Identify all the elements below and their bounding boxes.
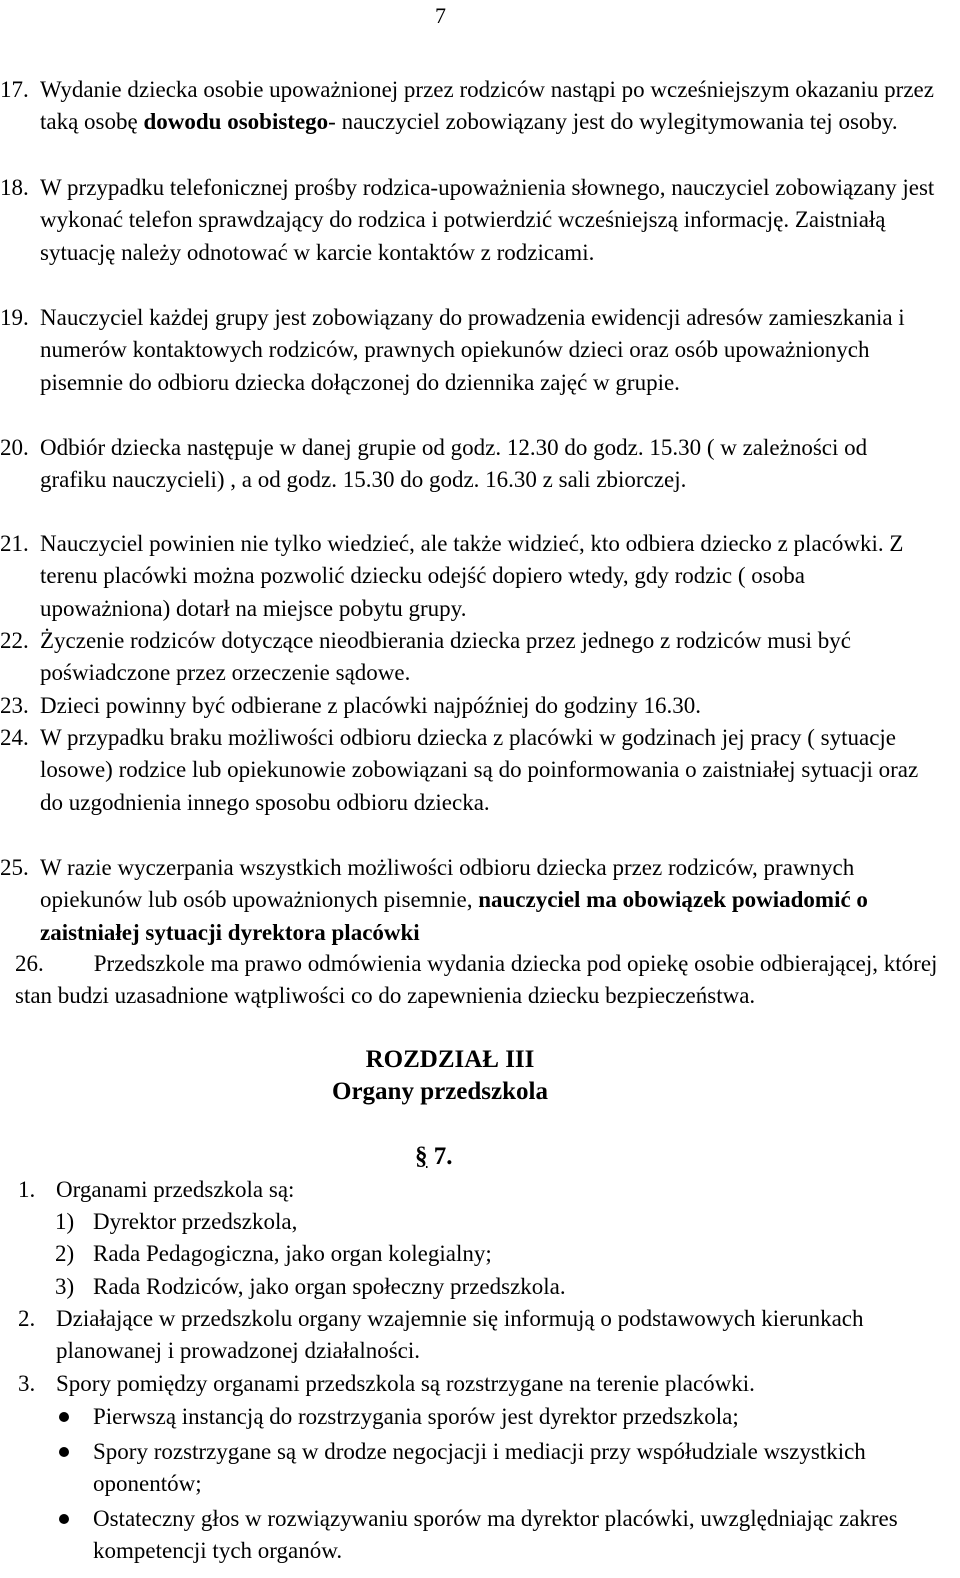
item-number: 17. [0,77,29,102]
paragraph-26 [15,948,940,1013]
item-text: W przypadku telefonicznej prośby rodzica-upoważnienia słownego, nauczyciel zobowiązany jest wykonać telefon sprawdzający do rodzica i potwierdzić wcześniejszą informację. Zaistniałą sytuację należy odnotować w karcie kontaktów z rodzicami. [40,175,935,265]
item-text: W razie wyczerpania wszystkich możliwości odbioru dziecka przez rodziców, prawnych opiekunów lub osób upoważnionych pisemnie, nauczyciel ma obowiązek powiadomić o zaistniałej sytuacji dyrektora placówki [40,855,868,945]
organs-list-item [55,1271,935,1303]
list-item-22 [0,625,935,690]
bullet-icon [59,1412,69,1422]
item-number: 2) [55,1241,75,1266]
organs-point-3 [18,1368,928,1400]
item-text: Życzenie rodziców dotyczące nieodbierania dziecka przez jednego z rodziców musi być poświadczone przez orzeczenie sądowe. [40,628,851,686]
item-text: Nauczyciel powinien nie tylko wiedzieć, ale także widzieć, kto odbiera dziecko z placówki. Z terenu placówki można pozwolić dziecku odejść dopiero wtedy, gdy rodzic ( osoba upoważniona) dotarł na miejsce pobytu grupy. [40,531,904,621]
organs-point-1 [18,1174,898,1206]
item-number: 1. [18,1177,36,1202]
item-number: 19. [0,305,29,330]
item-text: Nauczyciel każdej grupy jest zobowiązany do prowadzenia ewidencji adresów zamieszkania i numerów kontaktowych rodziców, prawnych opiekunów dzieci oraz osób upoważnionych pisemnie do odbioru dziecka dołączonej do dziennika zajęć w grupie. [40,305,905,395]
item-text: Przedszkole ma prawo odmówienia wydania dziecka pod opiekę osobie odbierającej, której stan budzi uzasadnione wątpliwości co do zapewnienia dziecku bezpieczeństwa. [15,951,938,1009]
item-number: 3. [18,1371,36,1396]
chapter-title: ROZDZIAŁ III [365,1046,535,1073]
item-text: Rada Rodziców, jako organ społeczny przedszkola. [93,1274,566,1299]
item-number: 21. [0,531,29,556]
section-symbol: § [415,1143,428,1170]
list-item-17 [0,74,935,139]
item-text: Dyrektor przedszkola, [93,1209,298,1234]
item-number: 1) [55,1209,75,1234]
item-text: Dzieci powinny być odbierane z placówki najpóźniej do godziny 16.30. [40,693,702,718]
list-item-18 [0,172,935,269]
item-number: 3) [55,1274,75,1299]
item-number: 24. [0,725,29,750]
organs-list-item [55,1238,935,1270]
item-text: Spory pomiędzy organami przedszkola są rozstrzygane na terenie placówki. [56,1371,755,1396]
item-text: Pierwszą instancją do rozstrzygania sporów jest dyrektor przedszkola; [93,1404,739,1429]
list-item-23 [0,690,935,722]
item-text: Spory rozstrzygane są w drodze negocjacji i mediacji przy współudziale wszystkich oponentów; [93,1439,866,1497]
page-number: 7 [435,3,446,28]
item-text: Wydanie dziecka osobie upoważnionej przez rodziców nastąpi po wcześniejszym okazaniu przez taką osobę dowodu osobistego- nauczyciel zobowiązany jest do wylegitymowania tej osoby. [40,77,934,135]
list-item-24 [0,722,935,819]
section-number: 7. [433,1143,453,1170]
item-text: Organami przedszkola są: [56,1177,295,1202]
item-text: Działające w przedszkolu organy wzajemnie się informują o podstawowych kierunkach planowanej i prowadzonej działalności. [56,1306,864,1364]
item-number: 2. [18,1306,36,1331]
organs-point-2 [18,1303,928,1368]
item-number: 22. [0,628,29,653]
bullet-item [56,1503,936,1568]
list-item-20 [0,432,935,497]
list-item-25 [0,852,935,949]
item-text: Ostateczny głos w rozwiązywaniu sporów ma dyrektor placówki, uwzględniając zakres kompetencji tych organów. [93,1506,898,1564]
item-number: 18. [0,175,29,200]
item-number: 20. [0,435,29,460]
section-heading [415,1141,453,1173]
bullet-icon [59,1447,69,1457]
item-text: Odbiór dziecka następuje w danej grupie od godz. 12.30 do godz. 15.30 ( w zależności od grafiku nauczycieli) , a od godz. 15.30 do godz. 16.30 z sali zbiorczej. [40,435,868,493]
chapter-subtitle: Organy przedszkola [332,1078,548,1105]
bullet-item [56,1401,936,1433]
list-item-21 [0,528,935,625]
list-item-19 [0,302,935,399]
item-number: 25. [0,855,29,880]
bullet-item [56,1436,936,1501]
item-number: 26. [15,951,44,976]
bullet-icon [59,1514,69,1524]
item-text: W przypadku braku możliwości odbioru dziecka z placówki w godzinach jej pracy ( sytuacje losowe) rodzice lub opiekunowie zobowiązani są do poinformowania o zaistniałej sytuacji oraz do uzgodnienia innego sposobu odbioru dziecka. [40,725,919,815]
item-text: Rada Pedagogiczna, jako organ kolegialny; [93,1241,492,1266]
organs-list-item [55,1206,935,1238]
item-number: 23. [0,693,29,718]
